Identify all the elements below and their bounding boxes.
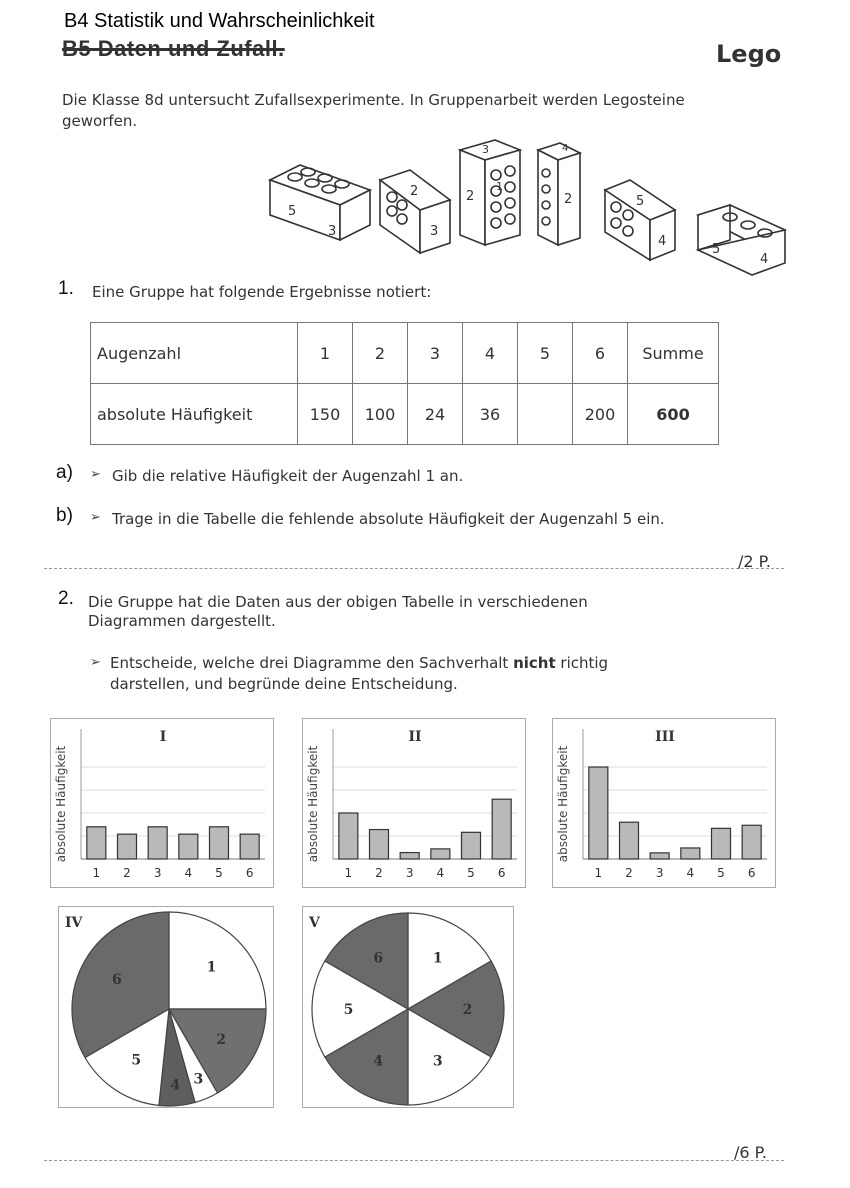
x-tick-label: 4: [686, 866, 695, 880]
x-tick-label: 3: [655, 866, 664, 880]
pie-slice-label: 4: [373, 1053, 384, 1070]
x-tick-label: 1: [344, 866, 353, 880]
brick-label: 5: [288, 204, 297, 219]
task2-number: 2.: [58, 588, 74, 609]
brick-label: 2: [564, 192, 573, 207]
lego-brick-4: [538, 143, 580, 245]
bar: [209, 827, 228, 859]
x-tick-label: 3: [153, 866, 162, 880]
table-cell: 200: [573, 384, 628, 445]
pie-slice: [169, 912, 266, 1009]
bar: [117, 834, 136, 859]
arrow-bullet-icon: ➢: [90, 467, 101, 482]
arrow-bullet-icon: ➢: [90, 655, 101, 670]
topic-title: Lego: [716, 40, 782, 68]
table-sum-value: 600: [628, 384, 719, 445]
bar: [431, 849, 450, 859]
x-tick-label: 1: [92, 866, 101, 880]
pie-slice-label: 2: [216, 1032, 226, 1049]
brick-label: 4: [760, 252, 769, 267]
table-row-label: absolute Häufigkeit: [91, 384, 298, 445]
bar: [400, 853, 419, 859]
brick-label: 4: [562, 143, 569, 154]
x-tick-label: 5: [215, 866, 223, 880]
table-cell: 24: [408, 384, 463, 445]
divider: [44, 568, 784, 569]
y-axis-label: absolute Häufigkeit: [556, 745, 570, 863]
table-row: [91, 384, 719, 445]
lego-bricks-illustration: [260, 135, 800, 285]
bar: [179, 834, 198, 859]
x-tick-label: 6: [497, 866, 506, 880]
intro-text: Die Klasse 8d untersucht Zufallsexperimente. In Gruppenarbeit werden Legosteine geworfen.: [62, 91, 685, 130]
instruction-part: richtig: [555, 654, 609, 672]
task1-points: /2 P.: [738, 552, 771, 571]
brick-label: 3: [482, 143, 489, 156]
pie-slice-label: 1: [206, 959, 217, 976]
missing-count-cell[interactable]: [518, 384, 573, 445]
bar: [148, 827, 167, 859]
bar: [461, 832, 480, 859]
divider: [44, 1160, 784, 1161]
pie-chart-V: [302, 906, 514, 1108]
lego-brick-5: [605, 180, 675, 260]
brick-label: 4: [658, 234, 667, 249]
bar: [619, 822, 638, 859]
x-tick-label: 2: [375, 866, 383, 880]
task2-text-line2: Diagrammen dargestellt.: [88, 612, 276, 630]
pie-slice-label: 6: [112, 971, 122, 988]
y-axis-label: absolute Häufigkeit: [306, 745, 320, 863]
x-tick-label: 5: [467, 866, 475, 880]
x-tick-label: 6: [245, 866, 254, 880]
x-tick-label: 5: [717, 866, 725, 880]
table-cell: 4: [463, 323, 518, 384]
table-cell: 6: [573, 323, 628, 384]
table-row: [91, 323, 719, 384]
results-table: [90, 322, 719, 445]
x-tick-label: 4: [436, 866, 445, 880]
bar-chart-II: [302, 718, 526, 888]
bar: [87, 827, 106, 859]
lego-brick-6: [698, 205, 785, 275]
pie-slice-label: 2: [462, 1002, 473, 1018]
old-header-title: B5 Daten und Zufall.: [62, 36, 285, 61]
pie-slice-label: 4: [170, 1077, 181, 1094]
bar: [589, 767, 608, 859]
pie-slice-label: 3: [432, 1053, 443, 1070]
table-cell: 100: [353, 384, 408, 445]
pie-slice-label: 1: [432, 950, 443, 967]
bar: [240, 834, 259, 859]
table-sum-header: Summe: [628, 323, 719, 384]
lego-brick-1: [270, 165, 370, 240]
bar: [369, 830, 388, 859]
task2-instruction-line2: darstellen, und begründe deine Entscheidung.: [110, 675, 458, 693]
arrow-bullet-icon: ➢: [90, 510, 101, 525]
brick-label: 3: [430, 224, 439, 239]
task1-text: Eine Gruppe hat folgende Ergebnisse notiert:: [92, 283, 432, 301]
table-cell: 2: [353, 323, 408, 384]
task1b-label: b): [56, 505, 73, 526]
chart-title: IV: [65, 915, 83, 931]
task1b-text: Trage in die Tabelle die fehlende absolute Häufigkeit der Augenzahl 5 ein.: [112, 510, 665, 528]
brick-label: 2: [410, 184, 419, 199]
bar: [742, 825, 761, 859]
brick-label: 2: [466, 189, 475, 204]
x-tick-label: 1: [594, 866, 603, 880]
task1-number: 1.: [58, 278, 74, 299]
pie-slice-label: 5: [343, 1002, 354, 1018]
chart-title: I: [159, 729, 167, 745]
pie-chart-IV: [58, 906, 274, 1108]
x-tick-label: 2: [123, 866, 131, 880]
bar: [650, 853, 669, 859]
pie-slice-label: 5: [131, 1052, 142, 1069]
table-cell: 3: [408, 323, 463, 384]
y-axis-label: absolute Häufigkeit: [54, 745, 68, 863]
table-cell: 1: [298, 323, 353, 384]
table-cell: 150: [298, 384, 353, 445]
header-title: B4 Statistik und Wahrscheinlichkeit: [64, 10, 375, 32]
brick-label: 5: [636, 194, 645, 209]
chart-title: III: [655, 729, 675, 745]
x-tick-label: 4: [184, 866, 193, 880]
pie-slice-label: 3: [193, 1071, 204, 1088]
table-cell: 5: [518, 323, 573, 384]
brick-label: 3: [328, 224, 337, 239]
table-row-label: Augenzahl: [91, 323, 298, 384]
chart-title: V: [309, 915, 320, 931]
bar-chart-III: [552, 718, 776, 888]
lego-brick-2: [380, 170, 450, 253]
task2-points: /6 P.: [734, 1143, 767, 1162]
x-tick-label: 3: [405, 866, 414, 880]
brick-label: 1: [496, 180, 503, 193]
chart-title: II: [408, 729, 422, 745]
task2-instruction: [110, 654, 608, 672]
bar: [711, 828, 730, 859]
bar: [492, 799, 511, 859]
bar-chart-I: [50, 718, 274, 888]
lego-brick-3: [460, 140, 520, 245]
bar: [681, 848, 700, 859]
x-tick-label: 6: [747, 866, 756, 880]
pie-slice-label: 6: [373, 950, 384, 967]
task1a-text: Gib die relative Häufigkeit der Augenzahl 1 an.: [112, 467, 464, 485]
bar: [339, 813, 358, 859]
task1a-label: a): [56, 462, 73, 483]
x-tick-label: 2: [625, 866, 633, 880]
instruction-emphasis: nicht: [513, 654, 556, 672]
brick-label: 5: [712, 242, 721, 257]
task2-text-line1: Die Gruppe hat die Daten aus der obigen Tabelle in verschiedenen: [88, 593, 588, 611]
table-cell: 36: [463, 384, 518, 445]
instruction-part: Entscheide, welche drei Diagramme den Sachverhalt: [110, 654, 514, 672]
